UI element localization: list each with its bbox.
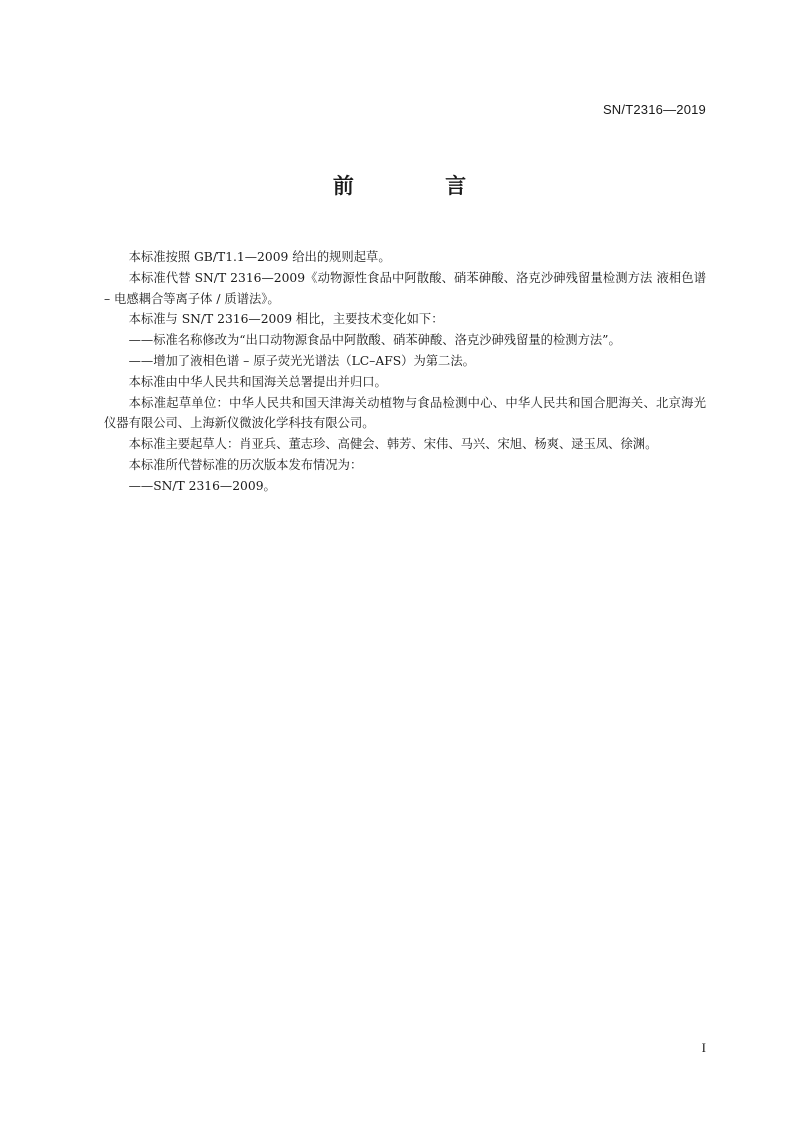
paragraph-drafting-rules: 本标准按照 GB/T1.1—2009 给出的规则起草。 xyxy=(128,250,391,264)
paragraph-previous-edition-item: ——SN/T 2316—2009。 xyxy=(128,478,276,493)
paragraph-drafters: 本标准主要起草人：肖亚兵、董志珍、高健会、韩芳、宋伟、马兴、宋旭、杨爽、逯玉凤、徐渊。 xyxy=(128,437,658,452)
paragraph-change-item: ——标准名称修改为“出口动物源食品中阿散酸、硝苯砷酸、洛克沙砷残留量的检测方法”。 xyxy=(128,333,621,348)
foreword-body xyxy=(104,247,706,497)
paragraph-proposed-by: 本标准由中华人民共和国海关总署提出并归口。 xyxy=(128,374,387,389)
standard-number: SN/T2316—2019 xyxy=(602,102,706,117)
page-title: 前 言 xyxy=(332,174,509,198)
paragraph-change-item: ——增加了液相色谱 – 原子荧光光谱法（LC–AFS）为第二法。 xyxy=(128,353,475,368)
paragraph-changes-intro: 本标准与 SN/T 2316—2009 相比，主要技术变化如下： xyxy=(128,312,444,327)
paragraph-previous-editions: 本标准所代替标准的历次版本发布情况为： xyxy=(128,457,363,472)
paragraph-drafting-units: 本标准起草单位：中华人民共和国天津海关动植物与食品检测中心、中华人民共和国合肥海关、北京海光仪器有限公司、上海新仪微波化学科技有限公司。 xyxy=(104,395,706,431)
page-number: I xyxy=(701,1040,706,1055)
paragraph-replaces: 本标准代替 SN/T 2316—2009《动物源性食品中阿散酸、硝苯砷酸、洛克沙砷残留量检测方法 液相色谱 – 电感耦合等离子体 / 质谱法》。 xyxy=(104,270,706,306)
